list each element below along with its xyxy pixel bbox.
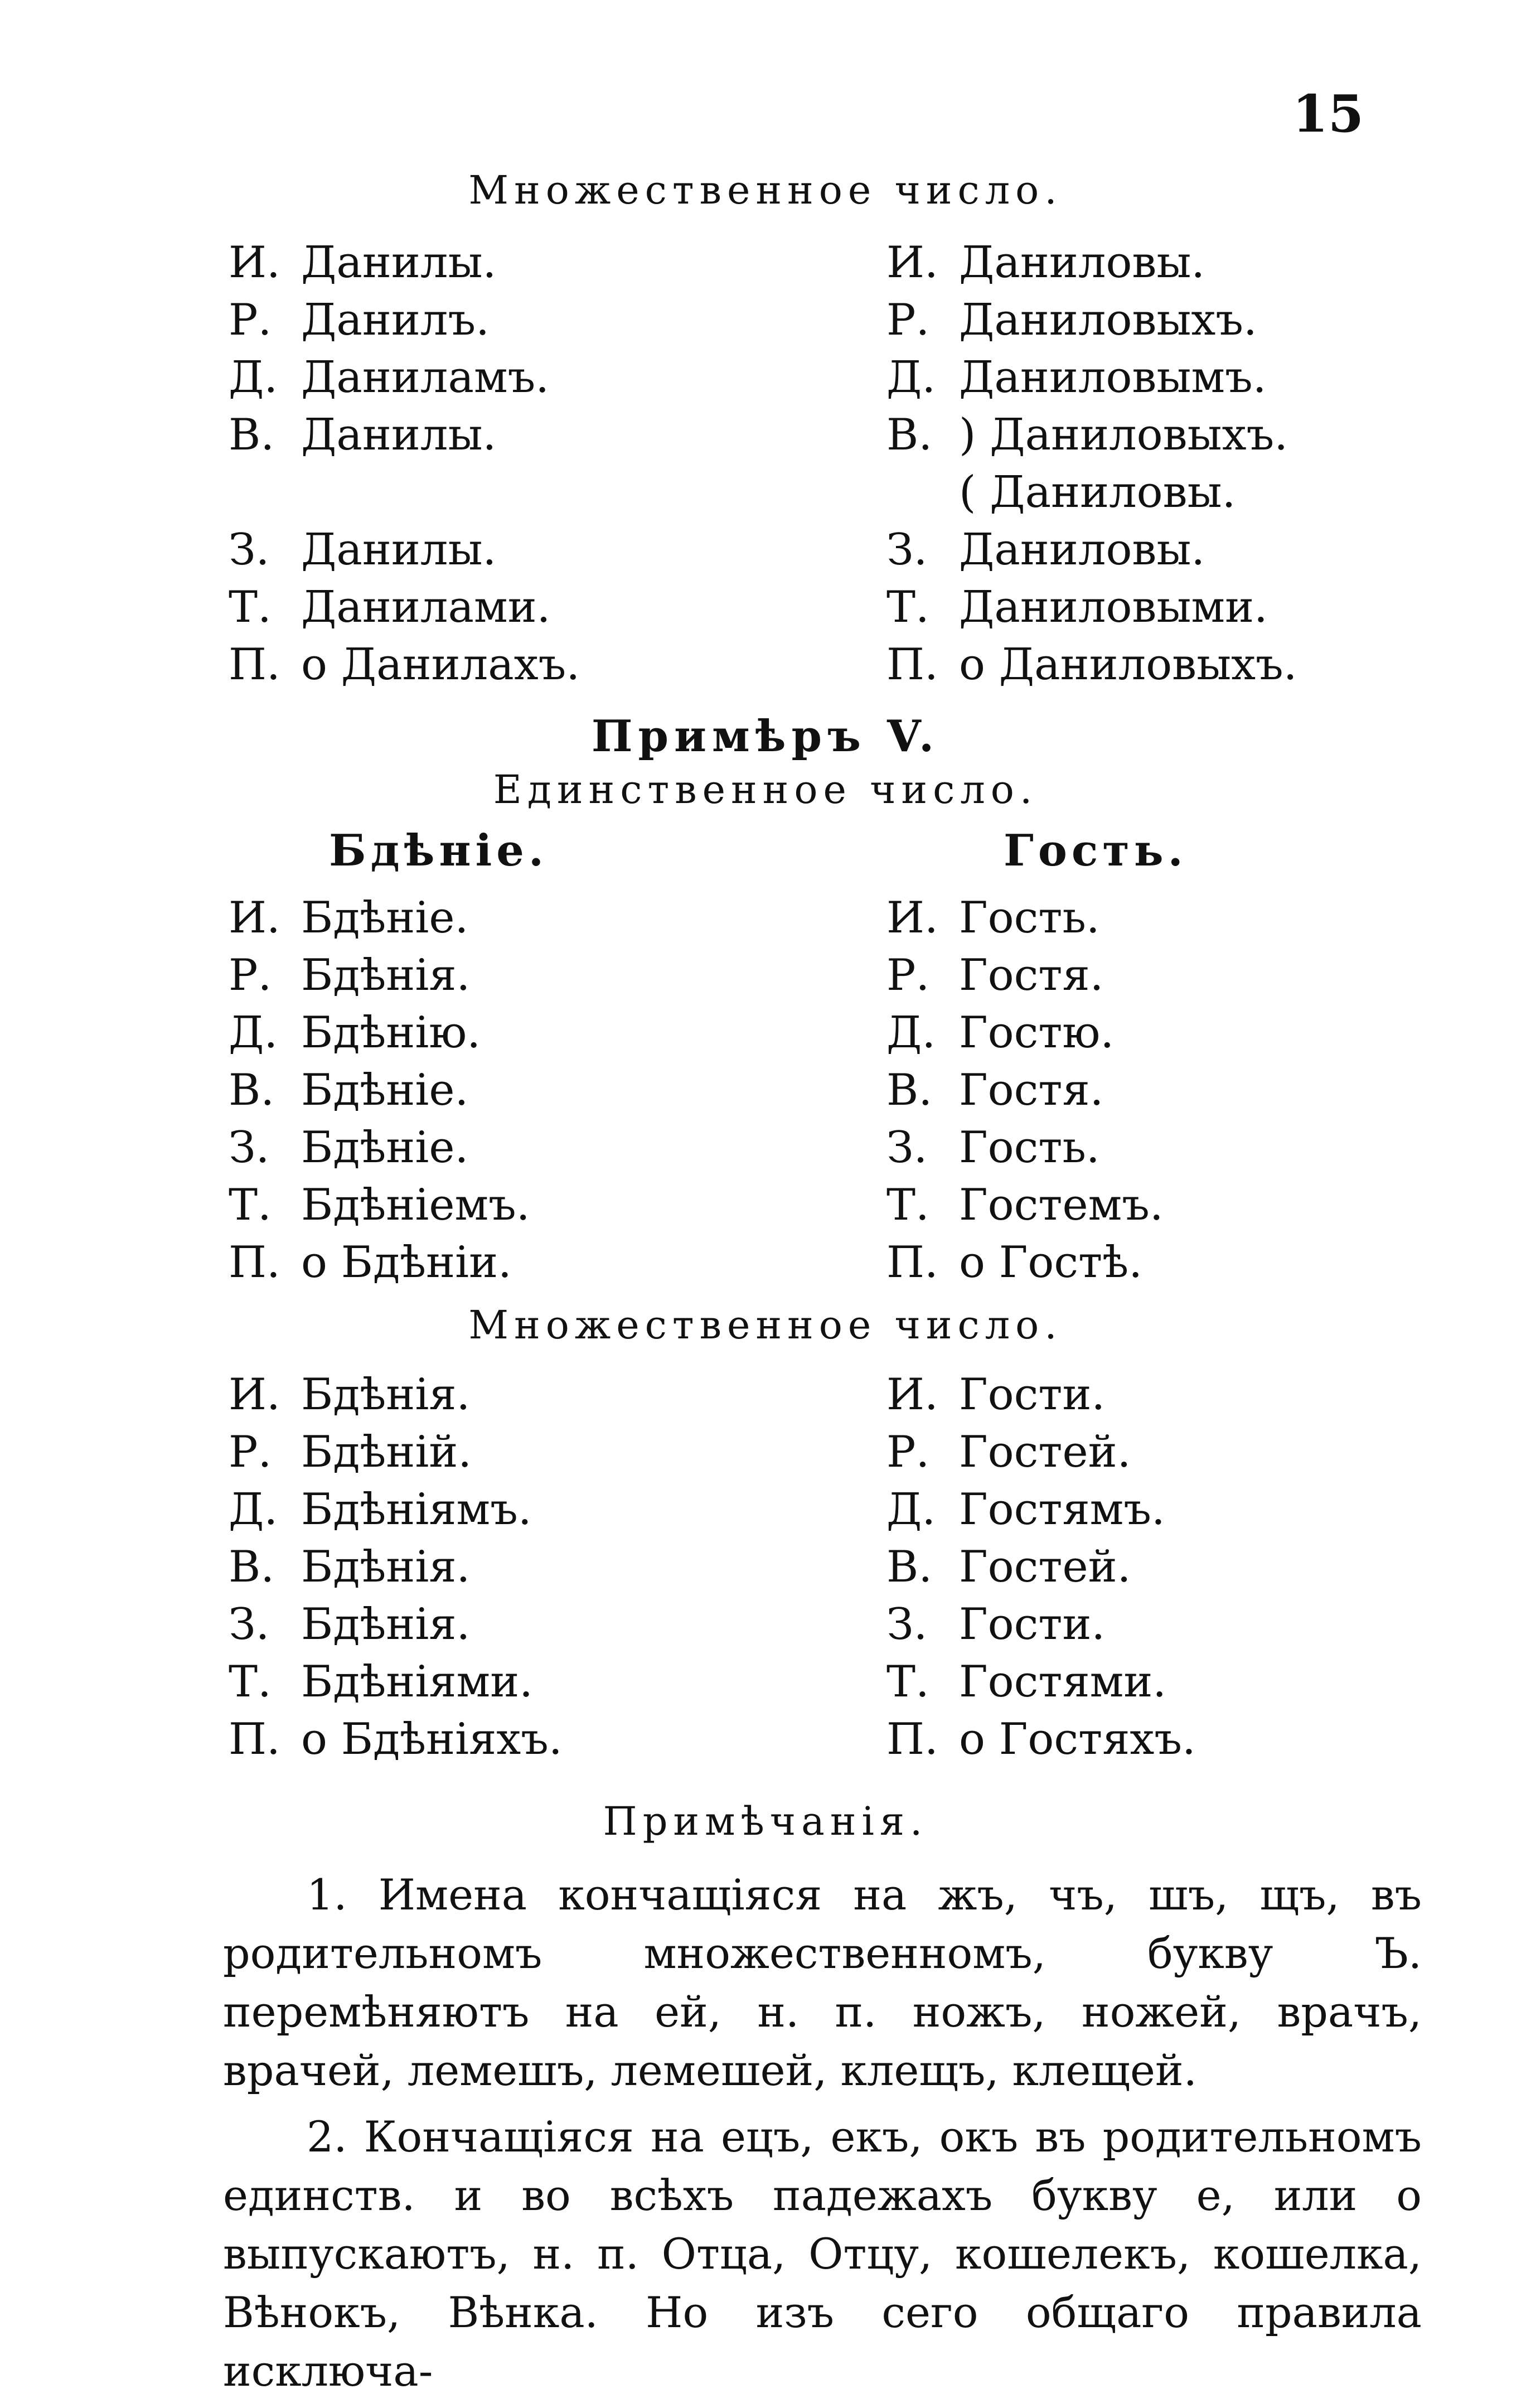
notes-heading: Примѣчанія. [603,1798,928,1844]
declension-row [886,579,1444,636]
declension-row [229,521,786,579]
case-label: П. [229,640,280,690]
case-label: Р. [229,1427,272,1477]
declension-row [886,234,1444,292]
column-right [886,234,1444,694]
declension-row [229,1062,786,1119]
column-left [229,234,786,694]
case-label: П. [886,1714,938,1764]
case-label: В. [229,410,275,460]
declension-row [886,947,1444,1004]
case-form: Даниламъ. [301,352,550,403]
case-form: Бдѣніями. [301,1657,533,1707]
case-form: ) Даниловыхъ. [959,410,1288,460]
case-label: Р. [886,950,930,1000]
case-form: Бдѣніе. [301,1065,469,1115]
case-label: Р. [229,950,272,1000]
case-label: И. [229,1370,280,1420]
declension-row [229,889,786,947]
case-form: Бдѣніямъ. [301,1485,532,1535]
case-label: В. [229,1065,275,1115]
case-label: П. [229,1714,280,1764]
declension-row [886,1119,1444,1177]
declension-row [886,1366,1444,1424]
plural-heading-1: Множественное число. [468,167,1063,213]
case-form: Гостямъ. [959,1485,1165,1535]
declension-row [229,292,786,349]
example-title: Примѣръ V. [591,711,940,762]
declension-row [229,1234,786,1292]
declension-table-1 [229,234,1427,697]
declension-row [886,292,1444,349]
case-label: П. [886,640,938,690]
case-form: Гости. [959,1370,1106,1420]
case-form: Бдѣніе. [301,893,469,943]
declension-row [229,407,786,464]
case-label: В. [886,1542,933,1592]
case-form: Данилами. [301,582,551,632]
declension-row [886,1062,1444,1119]
case-label: Д. [229,352,278,403]
case-label: З. [229,1599,270,1650]
declension-row [886,636,1444,694]
case-form: о Гостяхъ. [959,1714,1196,1764]
declension-row [229,1119,786,1177]
declension-row [229,349,786,407]
case-form: Бдѣнія. [301,1370,471,1420]
case-form: Даниловы. [959,525,1205,575]
declension-row [229,1596,786,1653]
column-right [886,889,1444,1292]
case-form: Бдѣнія. [301,1599,471,1650]
case-label: З. [886,1123,928,1173]
case-label: В. [229,1542,275,1592]
case-form: о Бдѣніи. [301,1237,512,1288]
case-label: Р. [229,295,272,345]
case-form: Данилы. [301,525,497,575]
declension-row [229,1653,786,1711]
case-label: Т. [886,1657,929,1707]
case-label: Д. [886,1008,936,1058]
column-left [229,889,786,1292]
page-number: 15 [1292,84,1364,144]
case-label: Т. [229,582,272,632]
case-form: о Бдѣніяхъ. [301,1714,563,1764]
declension-row [229,1539,786,1596]
case-label: И. [229,893,280,943]
declension-row [886,1596,1444,1653]
case-label: З. [229,525,270,575]
case-label: Т. [229,1180,272,1230]
declension-row [886,1004,1444,1062]
case-label: И. [886,1370,938,1420]
declension-row [229,1004,786,1062]
declension-row [886,349,1444,407]
declension-row [886,407,1444,464]
case-form: Данилы. [301,410,497,460]
case-form: о Даниловыхъ. [959,640,1297,690]
case-label: П. [886,1237,938,1288]
case-label: В. [886,1065,933,1115]
declension-row [886,889,1444,947]
case-label: И. [886,238,938,288]
singular-heading: Единственное число. [493,767,1038,813]
case-label: И. [886,893,938,943]
case-form: Гости. [959,1599,1106,1650]
case-form: Данилъ. [301,295,490,345]
case-form: Гостями. [959,1657,1167,1707]
declension-row [229,464,786,521]
case-form: Даниловыми. [959,582,1268,632]
declension-row [229,636,786,694]
case-label: Т. [886,582,929,632]
case-form: Данилы. [301,238,497,288]
case-form: Гостей. [959,1427,1131,1477]
case-form: Гостемъ. [959,1180,1164,1230]
case-form: Бдѣнія. [301,1542,471,1592]
declension-row [886,1424,1444,1481]
declension-row [886,464,1444,521]
declension-row [229,1711,786,1768]
declension-row [229,1366,786,1424]
case-label: Р. [886,295,930,345]
case-form: Гостей. [959,1542,1131,1592]
case-form: о Данилахъ. [301,640,580,690]
declension-row [229,1177,786,1234]
case-form: Бдѣнію. [301,1008,481,1058]
declension-table-plural [229,1366,1427,1773]
declension-row [886,1234,1444,1292]
declension-row [229,1424,786,1481]
declension-row [886,1653,1444,1711]
note-paragraph: 2. Кончащіяся на ецъ, екъ, окъ въ родительномъ единств. и во всѣхъ падежахъ букву е, или о выпускаютъ, н. п. Отца, Отцу, кошелекъ, кошелка, Вѣнокъ, Вѣнка. Но изъ сего общаго правила исключа- [223,2112,1422,2396]
case-label: З. [886,1599,928,1650]
declension-row [229,1481,786,1539]
right-word-heading: Гость. [1004,825,1188,876]
case-form: Даниловымъ. [959,352,1267,403]
case-form: Даниловыхъ. [959,295,1257,345]
case-label: Т. [229,1657,272,1707]
case-form: Гостя. [959,950,1104,1000]
case-label: Р. [886,1427,930,1477]
column-left [229,1366,786,1768]
declension-row [229,234,786,292]
case-form: Гость. [959,1123,1100,1173]
case-label: Д. [886,352,936,403]
notes-body [223,1865,1422,2408]
case-label: З. [229,1123,270,1173]
case-form: Гостю. [959,1008,1115,1058]
case-label: З. [886,525,928,575]
case-form: Бдѣніемъ. [301,1180,530,1230]
case-form: Бдѣніе. [301,1123,469,1173]
case-label: Д. [229,1485,278,1535]
plural-heading-2: Множественное число. [468,1302,1063,1348]
case-form: о Гостѣ. [959,1237,1143,1288]
note-paragraph: 1. Имена кончащіяся на жъ, чъ, шъ, щъ, въ родительномъ множественномъ, букву Ъ. перемѣняютъ на ей, н. п. ножъ, ножей, врачъ, врачей, лемешъ, лемешей, клещъ, клещей. [223,1870,1422,2095]
declension-row [229,579,786,636]
case-label: Д. [229,1008,278,1058]
case-label: В. [886,410,933,460]
left-word-heading: Бдѣніе. [329,825,548,876]
case-form: Гость. [959,893,1100,943]
case-label: И. [229,238,280,288]
declension-row [886,1711,1444,1768]
case-label: Т. [886,1180,929,1230]
declension-row [886,1481,1444,1539]
declension-table-singular [229,889,1427,1297]
case-form: Бдѣній. [301,1427,472,1477]
column-right [886,1366,1444,1768]
case-form: Даниловы. [959,238,1205,288]
case-label: П. [229,1237,280,1288]
declension-row [886,521,1444,579]
declension-row [886,1539,1444,1596]
case-label: Д. [886,1485,936,1535]
declension-row [229,947,786,1004]
case-form: Гостя. [959,1065,1104,1115]
case-form: ( Даниловы. [959,467,1236,518]
declension-row [886,1177,1444,1234]
case-form: Бдѣнія. [301,950,471,1000]
